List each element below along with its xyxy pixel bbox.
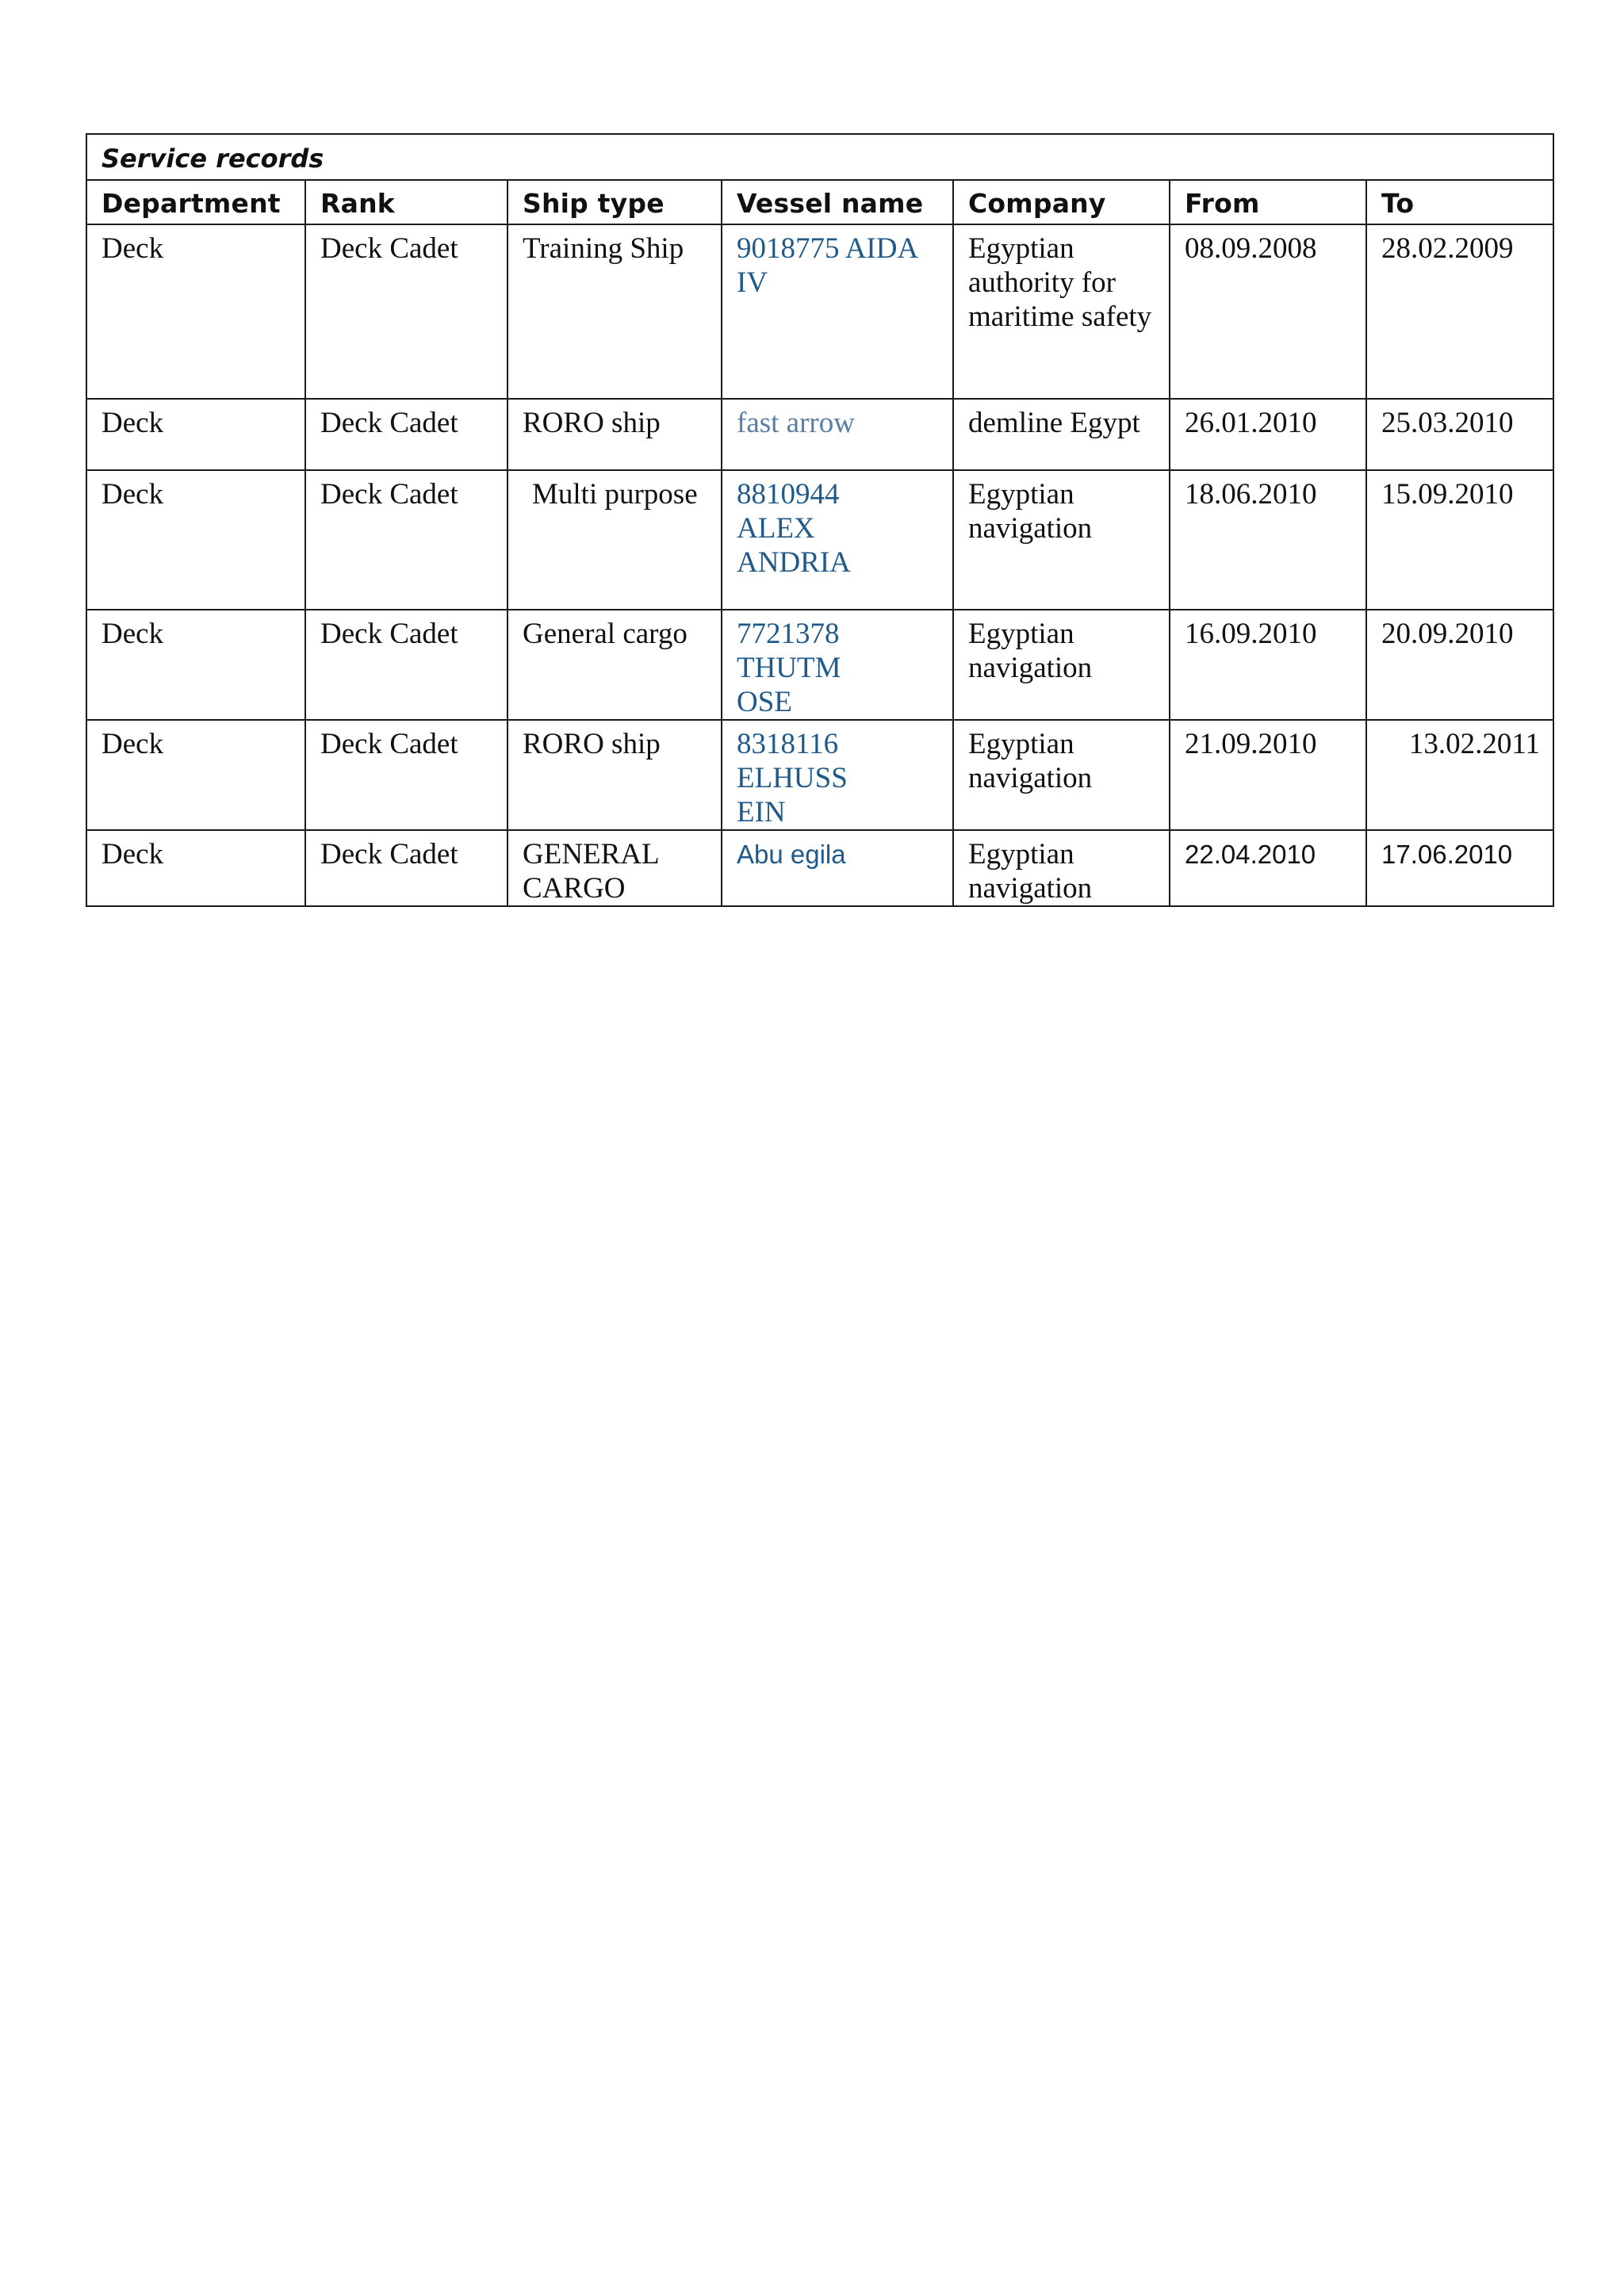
cell-department: Deck <box>86 399 305 470</box>
cell-company: Egyptian authority for maritime safety <box>953 224 1170 399</box>
cell-vessel-name: Abu egila <box>722 830 953 906</box>
cell-company: Egyptian navigation <box>953 610 1170 720</box>
header-vessel-name: Vessel name <box>722 180 953 224</box>
cell-department: Deck <box>86 470 305 610</box>
cell-company: Egyptian navigation <box>953 830 1170 906</box>
cell-vessel-name-text: 8318116 ELHUSSEIN <box>737 728 848 828</box>
cell-ship-type: RORO ship <box>508 399 722 470</box>
table-row <box>86 830 1553 906</box>
table-row <box>86 720 1553 830</box>
cell-vessel-name: fast arrow <box>722 399 953 470</box>
header-ship-type: Ship type <box>508 180 722 224</box>
cell-ship-type: Training Ship <box>508 224 722 399</box>
cell-vessel-name <box>722 610 953 720</box>
table-title: Service records <box>86 134 1553 180</box>
cell-rank: Deck Cadet <box>305 830 508 906</box>
cell-vessel-name <box>722 720 953 830</box>
cell-to: 28.02.2009 <box>1366 224 1553 399</box>
cell-rank: Deck Cadet <box>305 224 508 399</box>
cell-ship-type: General cargo <box>508 610 722 720</box>
cell-ship-type: Multi purpose <box>508 470 722 610</box>
cell-from: 26.01.2010 <box>1170 399 1366 470</box>
table-row <box>86 224 1553 399</box>
cell-from: 21.09.2010 <box>1170 720 1366 830</box>
cell-rank: Deck Cadet <box>305 470 508 610</box>
cell-to: 20.09.2010 <box>1366 610 1553 720</box>
cell-company: Egyptian navigation <box>953 470 1170 610</box>
cell-department: Deck <box>86 224 305 399</box>
cell-department: Deck <box>86 610 305 720</box>
cell-to: 15.09.2010 <box>1366 470 1553 610</box>
table-row <box>86 610 1553 720</box>
cell-company: demline Egypt <box>953 399 1170 470</box>
service-records-table <box>86 133 1554 907</box>
cell-company: Egyptian navigation <box>953 720 1170 830</box>
cell-department: Deck <box>86 830 305 906</box>
cell-vessel-name-text: 7721378 THUTMOSE <box>737 618 841 718</box>
table-header-row <box>86 180 1553 224</box>
header-company: Company <box>953 180 1170 224</box>
cell-rank: Deck Cadet <box>305 399 508 470</box>
header-to: To <box>1366 180 1553 224</box>
cell-to: 13.02.2011 <box>1366 720 1553 830</box>
cell-to: 17.06.2010 <box>1366 830 1553 906</box>
table-row <box>86 399 1553 470</box>
cell-vessel-name-text: 8810944 ALEX ANDRIA <box>737 478 851 579</box>
cell-from: 08.09.2008 <box>1170 224 1366 399</box>
cell-ship-type: GENERAL CARGO <box>508 830 722 906</box>
cell-from: 22.04.2010 <box>1170 830 1366 906</box>
table-row <box>86 470 1553 610</box>
cell-from: 16.09.2010 <box>1170 610 1366 720</box>
table-title-row <box>86 134 1553 180</box>
cell-rank: Deck Cadet <box>305 720 508 830</box>
cell-vessel-name: 9018775 AIDA IV <box>722 224 953 399</box>
header-rank: Rank <box>305 180 508 224</box>
cell-vessel-name <box>722 470 953 610</box>
header-from: From <box>1170 180 1366 224</box>
header-department: Department <box>86 180 305 224</box>
cell-ship-type: RORO ship <box>508 720 722 830</box>
cell-rank: Deck Cadet <box>305 610 508 720</box>
cell-from: 18.06.2010 <box>1170 470 1366 610</box>
cell-department: Deck <box>86 720 305 830</box>
cell-to: 25.03.2010 <box>1366 399 1553 470</box>
